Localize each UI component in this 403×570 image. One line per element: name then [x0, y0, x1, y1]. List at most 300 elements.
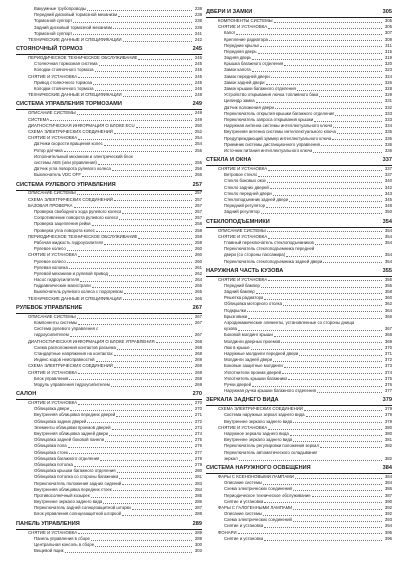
- toc-page-number: 268: [194, 350, 202, 356]
- toc-entry-title: БАЗОВАЯ ПРОВЕРКА: [28, 202, 73, 208]
- toc-page-number: 376: [384, 381, 392, 387]
- toc-entry-title: Периодическое техническое обслуживание: [224, 492, 311, 498]
- toc-page-number: 270: [194, 406, 202, 412]
- toc-page-number: 274: [194, 431, 202, 437]
- toc-entry-title: Панель управления в сборе: [34, 535, 90, 541]
- toc-entry-title: СНЯТИЕ И УСТАНОВКА: [28, 135, 78, 141]
- toc-page-number: 354: [384, 252, 392, 258]
- toc-page-number: 279: [194, 461, 202, 467]
- toc-entry-title: Боковой молдинг крыши: [224, 332, 273, 338]
- dot-leader: [122, 515, 192, 516]
- toc-page-number: 305: [384, 17, 392, 23]
- dot-leader: [104, 244, 192, 245]
- toc-page-number: 269: [194, 357, 202, 363]
- toc-chapter-heading: [16, 181, 202, 191]
- toc-page-number: 331: [384, 98, 392, 104]
- toc-page-number: 337: [384, 172, 392, 178]
- toc-page-number: 257: [194, 209, 202, 215]
- toc-entry-title: Переключатель стеклоподъемника задней двери: [224, 258, 323, 264]
- toc-entry-title: СТОЯНОЧНЫЙ ТОРМОЗ: [16, 46, 83, 53]
- toc-page-number: 256: [194, 166, 202, 172]
- toc-page-number: 345: [384, 197, 392, 203]
- dot-leader: [103, 503, 192, 504]
- toc-page-number: 380: [384, 424, 392, 430]
- dot-leader: [123, 41, 192, 42]
- dot-leader: [236, 34, 382, 35]
- toc-page-number: 358: [384, 289, 392, 295]
- toc-page-number: 272: [194, 418, 202, 424]
- toc-page-number: 372: [384, 357, 392, 363]
- toc-page-number: 335: [384, 129, 392, 135]
- toc-chapter-heading: [206, 8, 392, 18]
- toc-page-number: 289: [194, 535, 202, 541]
- toc-entry-title: Капот: [224, 30, 236, 36]
- toc-entry-title: Наружная ручка крышки багажного отделения: [224, 388, 316, 394]
- dot-leader: [69, 453, 192, 454]
- dot-leader: [68, 447, 192, 448]
- dot-leader: [67, 250, 192, 251]
- dot-leader: [123, 96, 192, 97]
- toc-page-number: 300: [194, 542, 202, 548]
- toc-entry-title: ОПИСАНИЕ СИСТЕМЫ: [218, 227, 266, 233]
- toc-entry-title: Облицовка потолка со стороны багажника: [34, 474, 119, 480]
- toc-item-entry: [206, 148, 392, 154]
- toc-entry-title: ПЕРИОДИЧЕСКОЕ ТЕХНИЧЕСКОЕ ОБСЛУЖИВАНИЕ: [28, 233, 138, 239]
- toc-page-number: 245: [194, 79, 202, 85]
- toc-page-number: 269: [194, 369, 202, 375]
- toc-page-number: 260: [194, 258, 202, 264]
- toc-page-number: 395: [384, 529, 392, 535]
- toc-entry-title: СНЯТИЕ И УСТАНОВКА: [28, 73, 78, 79]
- toc-entry-title: Гидравлические магистрали: [34, 283, 91, 289]
- toc-entry-title: СНЯТИЕ И УСТАНОВКА: [28, 400, 78, 406]
- toc-entry-title: СХЕМА ЭЛЕКТРИЧЕСКИХ СОЕДИНЕНИЙ: [28, 363, 113, 369]
- dot-leader: [293, 441, 382, 442]
- toc-entry-title: Переключатель открытия крышки багажного отделения: [224, 110, 335, 116]
- toc-entry-title: Переключатель положения задних сидений: [34, 480, 122, 486]
- dot-leader: [93, 84, 192, 85]
- toc-page-number: 257: [194, 215, 202, 221]
- dot-leader: [138, 238, 192, 239]
- toc-page-number: 328: [384, 86, 392, 92]
- toc-chapter-heading: [16, 304, 202, 314]
- toc-page-number: 379: [384, 418, 392, 424]
- toc-page-number: 369: [384, 338, 392, 344]
- toc-entry-title: гидроусилителем: [34, 332, 69, 338]
- toc-page-number: 249: [192, 101, 202, 108]
- toc-entry-title: Крепление радиатора: [224, 36, 268, 42]
- dot-leader: [251, 349, 382, 350]
- toc-entry-title: СНЯТИЕ И УСТАНОВКА: [218, 276, 268, 282]
- toc-page-number: 261: [194, 264, 202, 270]
- toc-entry-title: Задняя дверь: [224, 55, 252, 61]
- dot-leader: [114, 367, 192, 368]
- toc-entry-title: Описание системы: [224, 511, 263, 517]
- toc-entry-title: Задний регулятор: [224, 209, 260, 215]
- toc-entry-title: Рулевой механизм и рулевой привод: [34, 270, 108, 276]
- toc-page-number: 379: [384, 412, 392, 418]
- toc-section-entry: [16, 296, 202, 302]
- toc-entry-title: Наружная антенна системы интеллектуального ключа: [224, 123, 333, 129]
- toc-entry-title: Ручки дверей: [224, 381, 252, 387]
- dot-leader: [299, 355, 382, 356]
- toc-page-number: 334: [384, 123, 392, 129]
- toc-item-entry: [206, 536, 392, 542]
- toc-page-number: 355: [384, 276, 392, 282]
- toc-entry-title: двери (со стороны пассажира): [224, 252, 286, 258]
- dot-leader: [248, 318, 382, 319]
- toc-page-number: 375: [384, 375, 392, 381]
- dot-leader: [239, 460, 382, 461]
- dot-leader: [238, 330, 382, 331]
- toc-entry-title: СНЯТИЕ И УСТАНОВКА: [218, 424, 268, 430]
- dot-leader: [293, 521, 382, 522]
- toc-entry-title: Облицовка пола: [34, 443, 67, 449]
- toc-chapter-heading: [16, 390, 202, 400]
- toc-entry-title: Центральная консоль в сборе: [34, 542, 95, 548]
- toc-entry-title: Замок передней двери: [224, 73, 270, 79]
- dot-leader: [100, 460, 192, 461]
- dot-leader: [275, 108, 382, 109]
- toc-page-number: 267: [194, 320, 202, 326]
- toc-entry-title: Замок капота: [224, 67, 251, 73]
- toc-entry-title: Тормозной суппорт: [34, 30, 73, 36]
- toc-page-number: 326: [384, 79, 392, 85]
- toc-entry-title: Компоненты системы: [34, 320, 77, 326]
- toc-page-number: 257: [192, 181, 202, 188]
- toc-page-number: 390: [384, 498, 392, 504]
- dot-leader: [286, 256, 382, 257]
- toc-entry-title: Насос гидроусилителя: [34, 277, 80, 283]
- toc-page-number: 262: [194, 270, 202, 276]
- toc-chapter-heading: [206, 218, 392, 228]
- dot-leader: [295, 478, 382, 479]
- dot-leader: [77, 318, 192, 319]
- dot-leader: [297, 90, 382, 91]
- toc-page-number: 379: [382, 397, 392, 404]
- toc-page-number: 384: [384, 480, 392, 486]
- toc-entry-title: Датчики скорости вращения колес: [34, 141, 103, 147]
- toc-page-number: 336: [384, 135, 392, 141]
- toc-section-entry: [16, 37, 202, 43]
- toc-entry-title: Система рулевого управления с: [34, 326, 99, 332]
- toc-page-number: 241: [194, 30, 202, 36]
- toc-entry-title: Проверка угла поворота колес: [34, 227, 95, 233]
- dot-leader: [69, 379, 192, 380]
- toc-page-number: 307: [384, 30, 392, 36]
- dot-leader: [293, 509, 382, 510]
- toc-entry-title: Выключатель VDC OFF: [34, 172, 82, 178]
- toc-page-number: 245: [194, 61, 202, 67]
- toc-entry-title: Описание системы: [224, 480, 263, 486]
- dot-leader: [337, 133, 382, 134]
- toc-page-number: 264: [194, 277, 202, 283]
- toc-page-number: 384: [382, 465, 392, 471]
- toc-item-entry: [16, 172, 202, 178]
- toc-entry-title: Облицовка багажного отделения: [34, 455, 100, 461]
- toc-entry-title: Облицовка стоек: [34, 449, 68, 455]
- toc-entry-title: СИСТЕМА УПРАВЛЕНИЯ ТОРМОЗАМИ: [16, 101, 122, 108]
- toc-entry-title: Вещевой ящик: [34, 548, 64, 554]
- toc-entry-title: СНЯТИЕ И УСТАНОВКА: [218, 24, 268, 30]
- toc-page-number: 259: [194, 233, 202, 239]
- dot-leader: [313, 152, 382, 153]
- toc-page-number: 354: [384, 227, 392, 233]
- toc-page-number: 380: [384, 431, 392, 437]
- toc-entry-title: Система наружных зеркал заднего вида: [224, 412, 305, 418]
- dot-leader: [95, 71, 193, 72]
- toc-entry-title: ДИАГНОСТИЧЕСКАЯ ИНФОРМАЦИЯ О БЛОКЕ УПРАВЛЕНИЯ: [28, 338, 155, 344]
- dot-leader: [273, 361, 382, 362]
- dot-leader: [293, 490, 382, 491]
- toc-entry-title: ДВЕРИ И ЗАМКИ: [206, 9, 253, 15]
- dot-leader: [270, 188, 382, 189]
- toc-entry-title: Задний бампер: [224, 289, 255, 295]
- toc-entry-title: Передний регулятор: [224, 203, 265, 209]
- toc-page-number: 348: [384, 203, 392, 209]
- toc-entry-title: Переключатель автоматического складывания: [224, 449, 318, 455]
- dot-leader: [80, 281, 192, 282]
- toc-entry-title: ФАРЫ С КСЕНОНОВЫМИ ЛАМПАМИ: [218, 473, 294, 479]
- dot-leader: [252, 386, 382, 387]
- toc-page-number: 343: [384, 190, 392, 196]
- toc-page-number: 254: [194, 135, 202, 141]
- dot-leader: [268, 238, 382, 239]
- dot-leader: [73, 34, 192, 35]
- dot-leader: [332, 139, 382, 140]
- dot-leader: [323, 262, 382, 263]
- toc-page-number: 255: [194, 159, 202, 165]
- toc-page-number: 354: [384, 258, 392, 264]
- toc-page-number: 269: [194, 375, 202, 381]
- dot-leader: [273, 195, 382, 196]
- toc-entry-title: СХЕМА ЭЛЕКТРИЧЕСКИХ СОЕДИНЕНИЙ: [28, 196, 113, 202]
- toc-entry-title: Стекло передней двери: [224, 190, 272, 196]
- dot-leader: [78, 324, 192, 325]
- dot-leader: [238, 533, 382, 534]
- dot-leader: [263, 515, 382, 516]
- toc-page-number: 382: [384, 443, 392, 449]
- toc-page-number: 267: [194, 332, 202, 338]
- toc-entry-title: Передний бампер: [224, 282, 260, 288]
- toc-item-entry: [16, 512, 202, 518]
- toc-entry-title: Стандартные напряжения на контактах: [34, 350, 113, 356]
- toc-page-number: 288: [194, 511, 202, 517]
- toc-entry-title: Молдинги задней двери: [224, 357, 273, 363]
- toc-item-entry: [206, 388, 392, 394]
- toc-entry-title: Передние крылья: [224, 42, 260, 48]
- toc-page-number: 356: [384, 282, 392, 288]
- dot-leader: [73, 22, 192, 23]
- toc-entry-title: СТЕКЛОПОДЪЕМНИКИ: [206, 218, 270, 225]
- toc-entry-title: Выключатель рулевого колеса с подогревом: [34, 289, 123, 295]
- dot-leader: [116, 416, 192, 417]
- toc-entry-title: Главный переключатель стеклоподъемников: [224, 239, 314, 245]
- dot-leader: [282, 373, 382, 374]
- dot-leader: [268, 28, 382, 29]
- toc-page-number: 323: [384, 67, 392, 73]
- dot-leader: [117, 349, 192, 350]
- dot-leader: [78, 533, 192, 534]
- toc-entry-title: ПЕРИОДИЧЕСКОЕ ТЕХНИЧЕСКОЕ ОБСЛУЖИВАНИЕ: [28, 55, 138, 61]
- dot-leader: [268, 280, 382, 281]
- dot-leader: [263, 484, 382, 485]
- toc-page-number: 249: [194, 116, 202, 122]
- toc-page-number: 286: [194, 499, 202, 505]
- toc-entry-title: Крышка багажного отделения: [224, 61, 284, 67]
- toc-page-number: 355: [382, 267, 392, 274]
- toc-entry-title: Колодки стояночного тормоза: [34, 67, 94, 73]
- dot-leader: [98, 164, 192, 165]
- dot-leader: [65, 552, 193, 553]
- toc-page-number: 393: [384, 517, 392, 523]
- toc-page-number: 270: [194, 400, 202, 406]
- toc-entry-title: ОПИСАНИЕ СИСТЕМЫ: [28, 313, 76, 319]
- toc-page-number: 373: [384, 363, 392, 369]
- dot-leader: [96, 231, 192, 232]
- toc-page-number: 384: [384, 473, 392, 479]
- dot-leader: [99, 65, 192, 66]
- toc-page-number: 257: [194, 202, 202, 208]
- dot-leader: [87, 422, 192, 423]
- dot-leader: [283, 305, 382, 306]
- dot-leader: [70, 336, 192, 337]
- dot-leader: [113, 28, 192, 29]
- toc-entry-title: Внутренняя облицовка задней двери: [34, 431, 109, 437]
- toc-entry-title: Замок крышки багажного отделения: [224, 86, 296, 92]
- toc-chapter-heading: [206, 396, 392, 406]
- toc-entry-title: Модуль управления гидроусилителем: [34, 381, 110, 387]
- toc-page-number: 336: [384, 147, 392, 153]
- toc-page-number: 368: [384, 332, 392, 338]
- dot-leader: [70, 410, 192, 411]
- dot-leader: [78, 77, 192, 78]
- toc-column-left: [16, 6, 202, 554]
- toc-entry-title: САЛОН: [16, 391, 37, 398]
- toc-entry-title: Вакуумные трубопроводы: [34, 5, 87, 11]
- dot-leader: [317, 392, 382, 393]
- dot-leader: [261, 213, 382, 214]
- dot-leader: [319, 96, 382, 97]
- toc-entry-title: Исполнительный механизм и электрический блок: [34, 153, 133, 159]
- toc-entry-title: системы ABS (или управления): [34, 159, 97, 165]
- toc-entry-title: Рабочая жидкость гидроусилителя: [34, 239, 104, 245]
- dot-leader: [123, 299, 192, 300]
- dot-leader: [256, 102, 382, 103]
- toc-page-number: 271: [194, 412, 202, 418]
- toc-page-number: 256: [194, 172, 202, 178]
- toc-page-number: 284: [194, 486, 202, 492]
- toc-page-number: 250: [194, 122, 202, 128]
- toc-section-entry: [16, 92, 202, 98]
- toc-entry-title: ОПИСАНИЕ СИСТЕМЫ: [28, 110, 76, 116]
- dot-leader: [138, 59, 192, 60]
- toc-page-number: 305: [382, 9, 392, 15]
- toc-entry-title: Снятие и установка: [224, 498, 264, 504]
- toc-page-number: 245: [192, 46, 202, 53]
- toc-page-number: 371: [384, 350, 392, 356]
- dot-leader: [315, 244, 382, 245]
- dot-leader: [304, 410, 382, 411]
- toc-entry-title: Снятие и установка: [224, 535, 264, 541]
- toc-page-number: 354: [382, 218, 392, 225]
- toc-entry-title: Молдинги дверных проемов: [224, 338, 281, 344]
- toc-entry-title: Тормозной суппорт: [34, 18, 73, 24]
- toc-entry-title: Внутренняя антенна системы интеллектуального ключа: [224, 129, 336, 135]
- toc-item-entry: [16, 548, 202, 554]
- toc-page-number: 277: [194, 449, 202, 455]
- toc-page-number: 255: [194, 147, 202, 153]
- toc-page-number: 374: [384, 369, 392, 375]
- toc-entry-title: Стекло задних дверей: [224, 184, 269, 190]
- toc-page-number: 366: [384, 313, 392, 319]
- toc-entry-title: Сопротивление поворота рулевого колеса: [34, 215, 119, 221]
- toc-entry-title: Облицовка задних дверей: [34, 418, 87, 424]
- toc-entry-title: Датчик положения двери: [224, 104, 274, 110]
- toc-entry-title: СИСТЕМА НАРУЖНОГО ОСВЕЩЕНИЯ: [206, 465, 311, 471]
- toc-entry-title: Подкрылки: [224, 307, 247, 313]
- toc-entry-title: СНЯТИЕ И УСТАНОВКА: [218, 166, 268, 172]
- toc-page-number: 342: [384, 184, 392, 190]
- toc-page-number: 252: [194, 128, 202, 134]
- dot-leader: [78, 139, 192, 140]
- toc-page-number: 269: [194, 363, 202, 369]
- toc-entry-title: СХЕМА ЭЛЕКТРИЧЕСКИХ СОЕДИНЕНИЙ: [218, 406, 303, 412]
- dot-leader: [109, 435, 192, 436]
- dot-leader: [113, 490, 192, 491]
- dot-leader: [314, 121, 382, 122]
- dot-leader: [112, 429, 192, 430]
- toc-page-number: 258: [194, 221, 202, 227]
- toc-entry-title: ТЕХНИЧЕСКИЕ ДАННЫЕ И СПЕЦИФИКАЦИИ: [28, 36, 122, 42]
- toc-entry-title: Приемник системы дистанционного управления: [224, 141, 320, 147]
- toc-page-number: 324: [384, 73, 392, 79]
- toc-entry-title: Цилиндр замка: [224, 98, 255, 104]
- toc-entry-title: Передний дисковый тормозной механизм: [34, 12, 118, 18]
- toc-entry-title: Стеклоподъемник задней двери: [224, 197, 289, 203]
- toc-entry-title: Стояночная тормозная система: [34, 61, 98, 67]
- toc-page-number: 278: [194, 455, 202, 461]
- dot-leader: [77, 114, 192, 115]
- toc-entry-title: СНЯТИЕ И УСТАНОВКА: [28, 252, 78, 258]
- toc-entry-title: Внутреннее зеркало заднего вида: [224, 418, 293, 424]
- toc-entry-title: ОПИСАНИЕ СИСТЕМЫ: [28, 190, 76, 196]
- dot-leader: [92, 225, 192, 226]
- toc-page-number: 258: [194, 227, 202, 233]
- toc-entry-title: Переключатель задней солнцезащитной шторки: [34, 505, 131, 511]
- dot-leader: [267, 182, 382, 183]
- toc-chapter-heading: [206, 464, 392, 474]
- toc-entry-title: Проверка свободного хода рулевого колеса: [34, 209, 122, 215]
- dot-leader: [274, 22, 382, 23]
- dot-leader: [77, 194, 192, 195]
- toc-entry-title: Боковые защитные молдинги: [224, 363, 283, 369]
- toc-entry-title: Наружные молдинги передней двери: [224, 350, 299, 356]
- toc-page-number: 303: [194, 548, 202, 554]
- toc-entry-title: Проверка зацепления рейки: [34, 221, 91, 227]
- dot-leader: [117, 472, 192, 473]
- toc-page-number: 362: [384, 301, 392, 307]
- dot-leader: [91, 540, 192, 541]
- toc-page-number: 270: [192, 391, 202, 398]
- toc-page-number: 260: [194, 252, 202, 258]
- dot-leader: [96, 361, 192, 362]
- toc-page-number: 246: [194, 86, 202, 92]
- toc-page-number: 289: [194, 529, 202, 535]
- toc-column-right: [206, 6, 392, 542]
- dot-leader: [95, 90, 193, 91]
- toc-entry-title: Устройство открывания лючка топливного бака: [224, 92, 319, 98]
